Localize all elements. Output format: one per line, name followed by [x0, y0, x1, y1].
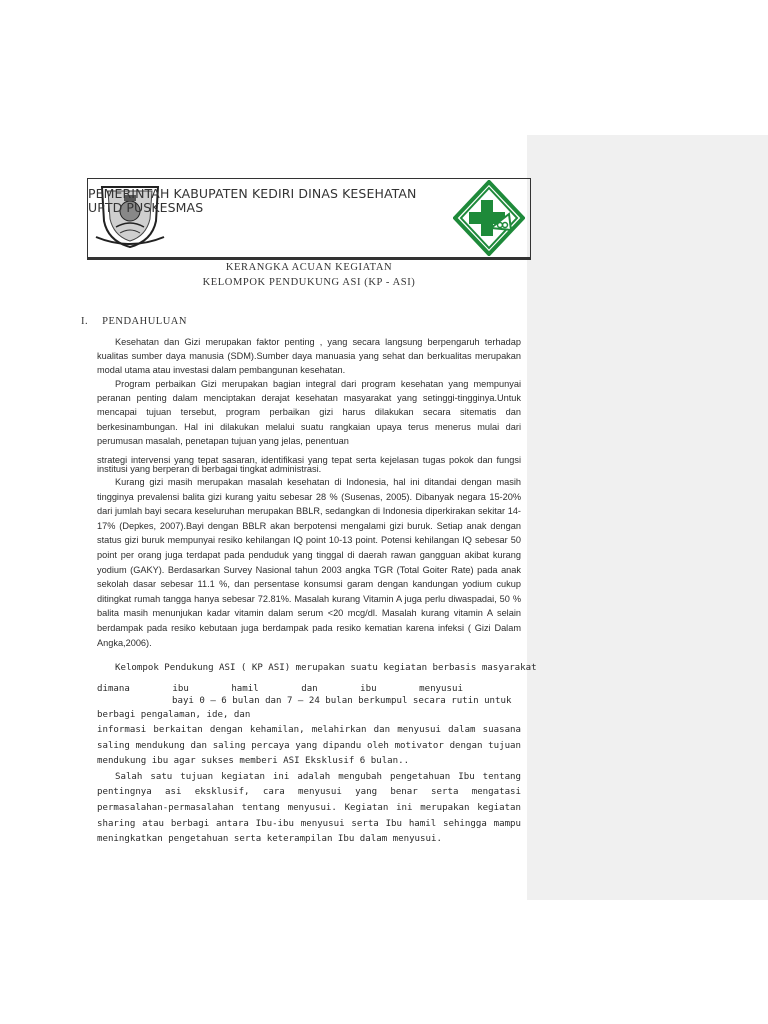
puskesmas-logo — [453, 180, 525, 256]
intro-paragraphs — [97, 335, 521, 448]
kp-asi-line1: Kelompok Pendukung ASI ( KP ASI) merupakan suatu kegiatan berbasis masyarakat — [115, 663, 537, 673]
paragraph: Kurang gizi masih merupakan masalah kesehatan di Indonesia, hal ini ditandai dengan masih tingginya prevalensi balita gizi kurang yaitu sebesar 28 % (Susenas, 2005). Dibanyak negara 15-20% dari jumlah bayi secara keseluruhan merupakan BBLR, sedangkan di Indonesia diperkirakan sekitar 14-17% (Depkes, 2007).Bayi dengan BBLR akan berpotensi mengalami gizi buruk. Setiap anak dengan status gizi buruk mempunyai resiko kehilangan IQ point 10-13 point. Potensi kehilangan IQ sebesar 50 point per orang juga terdapat pada penduduk yang tinggal di daerah rawan gangguan akibat kurang yodium (GAKY). Berdasarkan Survey Nasional tahun 2003 angka TGR (Total Goiter Rate) pada anak sekolah dasar sebesar 11.1 %, dan persentase konsumsi garam dengan kandungan yodium cukup ditingkat rumah tangga hanya sebesar 72.81%. Masalah kurang Vitamin A juga perlu diwaspadai, 50 % balita masih menunjukan kadar vitamin dalam serum <20 mcg/dl. Masalah kurang vitamin A selain berdampak pada resiko kebutaan juga berdampak pada resiko kematian karena infeksi ( Gizi Dalam Angka,2006). — [97, 477, 521, 648]
side-panel — [527, 135, 768, 900]
puskesmas-name: UPTD PUSKESMAS — [88, 200, 204, 215]
letterhead-rule — [87, 258, 531, 260]
section-heading — [81, 316, 187, 327]
kp-asi-line2: dimana ibu hamil dan ibu menyusui — [97, 684, 463, 694]
section-number: I. — [81, 316, 89, 327]
document-subtitle: KELOMPOK PENDUKUNG ASI (KP - ASI) — [202, 277, 416, 288]
paragraph: Kesehatan dan Gizi merupakan faktor penting , yang secara langsung berpengaruh terhadap kualitas sumber daya manusia (SDM).Sumber daya manuasia yang sehat dan berkualitas merupakan modal utama atau investasi dalam pembangunan kesehatan. — [97, 337, 521, 376]
document-title: KERANGKA ACUAN KEGIATAN — [225, 262, 393, 273]
paragraph: strategi intervensi yang tepat sasaran, identifikasi yang tepat serta kejelasan tugas pokok dan fungsi institusi yang berperan di berbagai tingkat administrasi. — [97, 455, 521, 474]
malnutrition-paragraph — [97, 475, 521, 650]
paragraph: Program perbaikan Gizi merupakan bagian integral dari program kesehatan yang mempunyai peranan penting dalam menciptakan derajat kesehatan masyarakat yang setinggi-tingginya.Untuk mencapai tujuan tersebut, program perbaikan gizi harus dilakukan secara sitematis dan berkesinambungan. Hal ini dilakukan melalui suatu rangkaian upaya terus menerus mulai dari perumusan masalah, penetapan tujuan yang jelas, penentuan — [97, 379, 521, 446]
letterhead-text — [88, 187, 417, 215]
overlapping-paragraph — [97, 456, 521, 474]
section-title: PENDAHULUAN — [102, 316, 187, 327]
kp-asi-line4: berbagi pengalaman, ide, dan — [97, 710, 251, 720]
kp-asi-body: informasi berkaitan dengan kehamilan, melahirkan dan menyusui dalam suasana saling mendukung dan saling percaya yang dipandu oleh motivator dengan tujuan mendukung ibu agar sukses memberi ASI Eksklusif 6 bulan.. Salah satu tujuan kegiatan ini adalah mengubah pengetahuan Ibu tentang pentingnya asi eksklusif, cara menyusui yang benar serta mengatasi permasalahan-permasalahan tentang menyusui. Kegiatan ini merupakan kegiatan sharing atau berbagi antara Ibu-ibu menyusui serta Ibu hamil sehingga mampu meningkatkan pengetahuan serta keterampilan Ibu dalam menyusui. — [97, 725, 521, 845]
government-name: PEMERINTAH KABUPATEN KEDIRI DINAS KESEHATAN — [88, 186, 417, 201]
kp-asi-line3: bayi 0 – 6 bulan dan 7 – 24 bulan berkumpul secara rutin untuk — [172, 696, 512, 706]
